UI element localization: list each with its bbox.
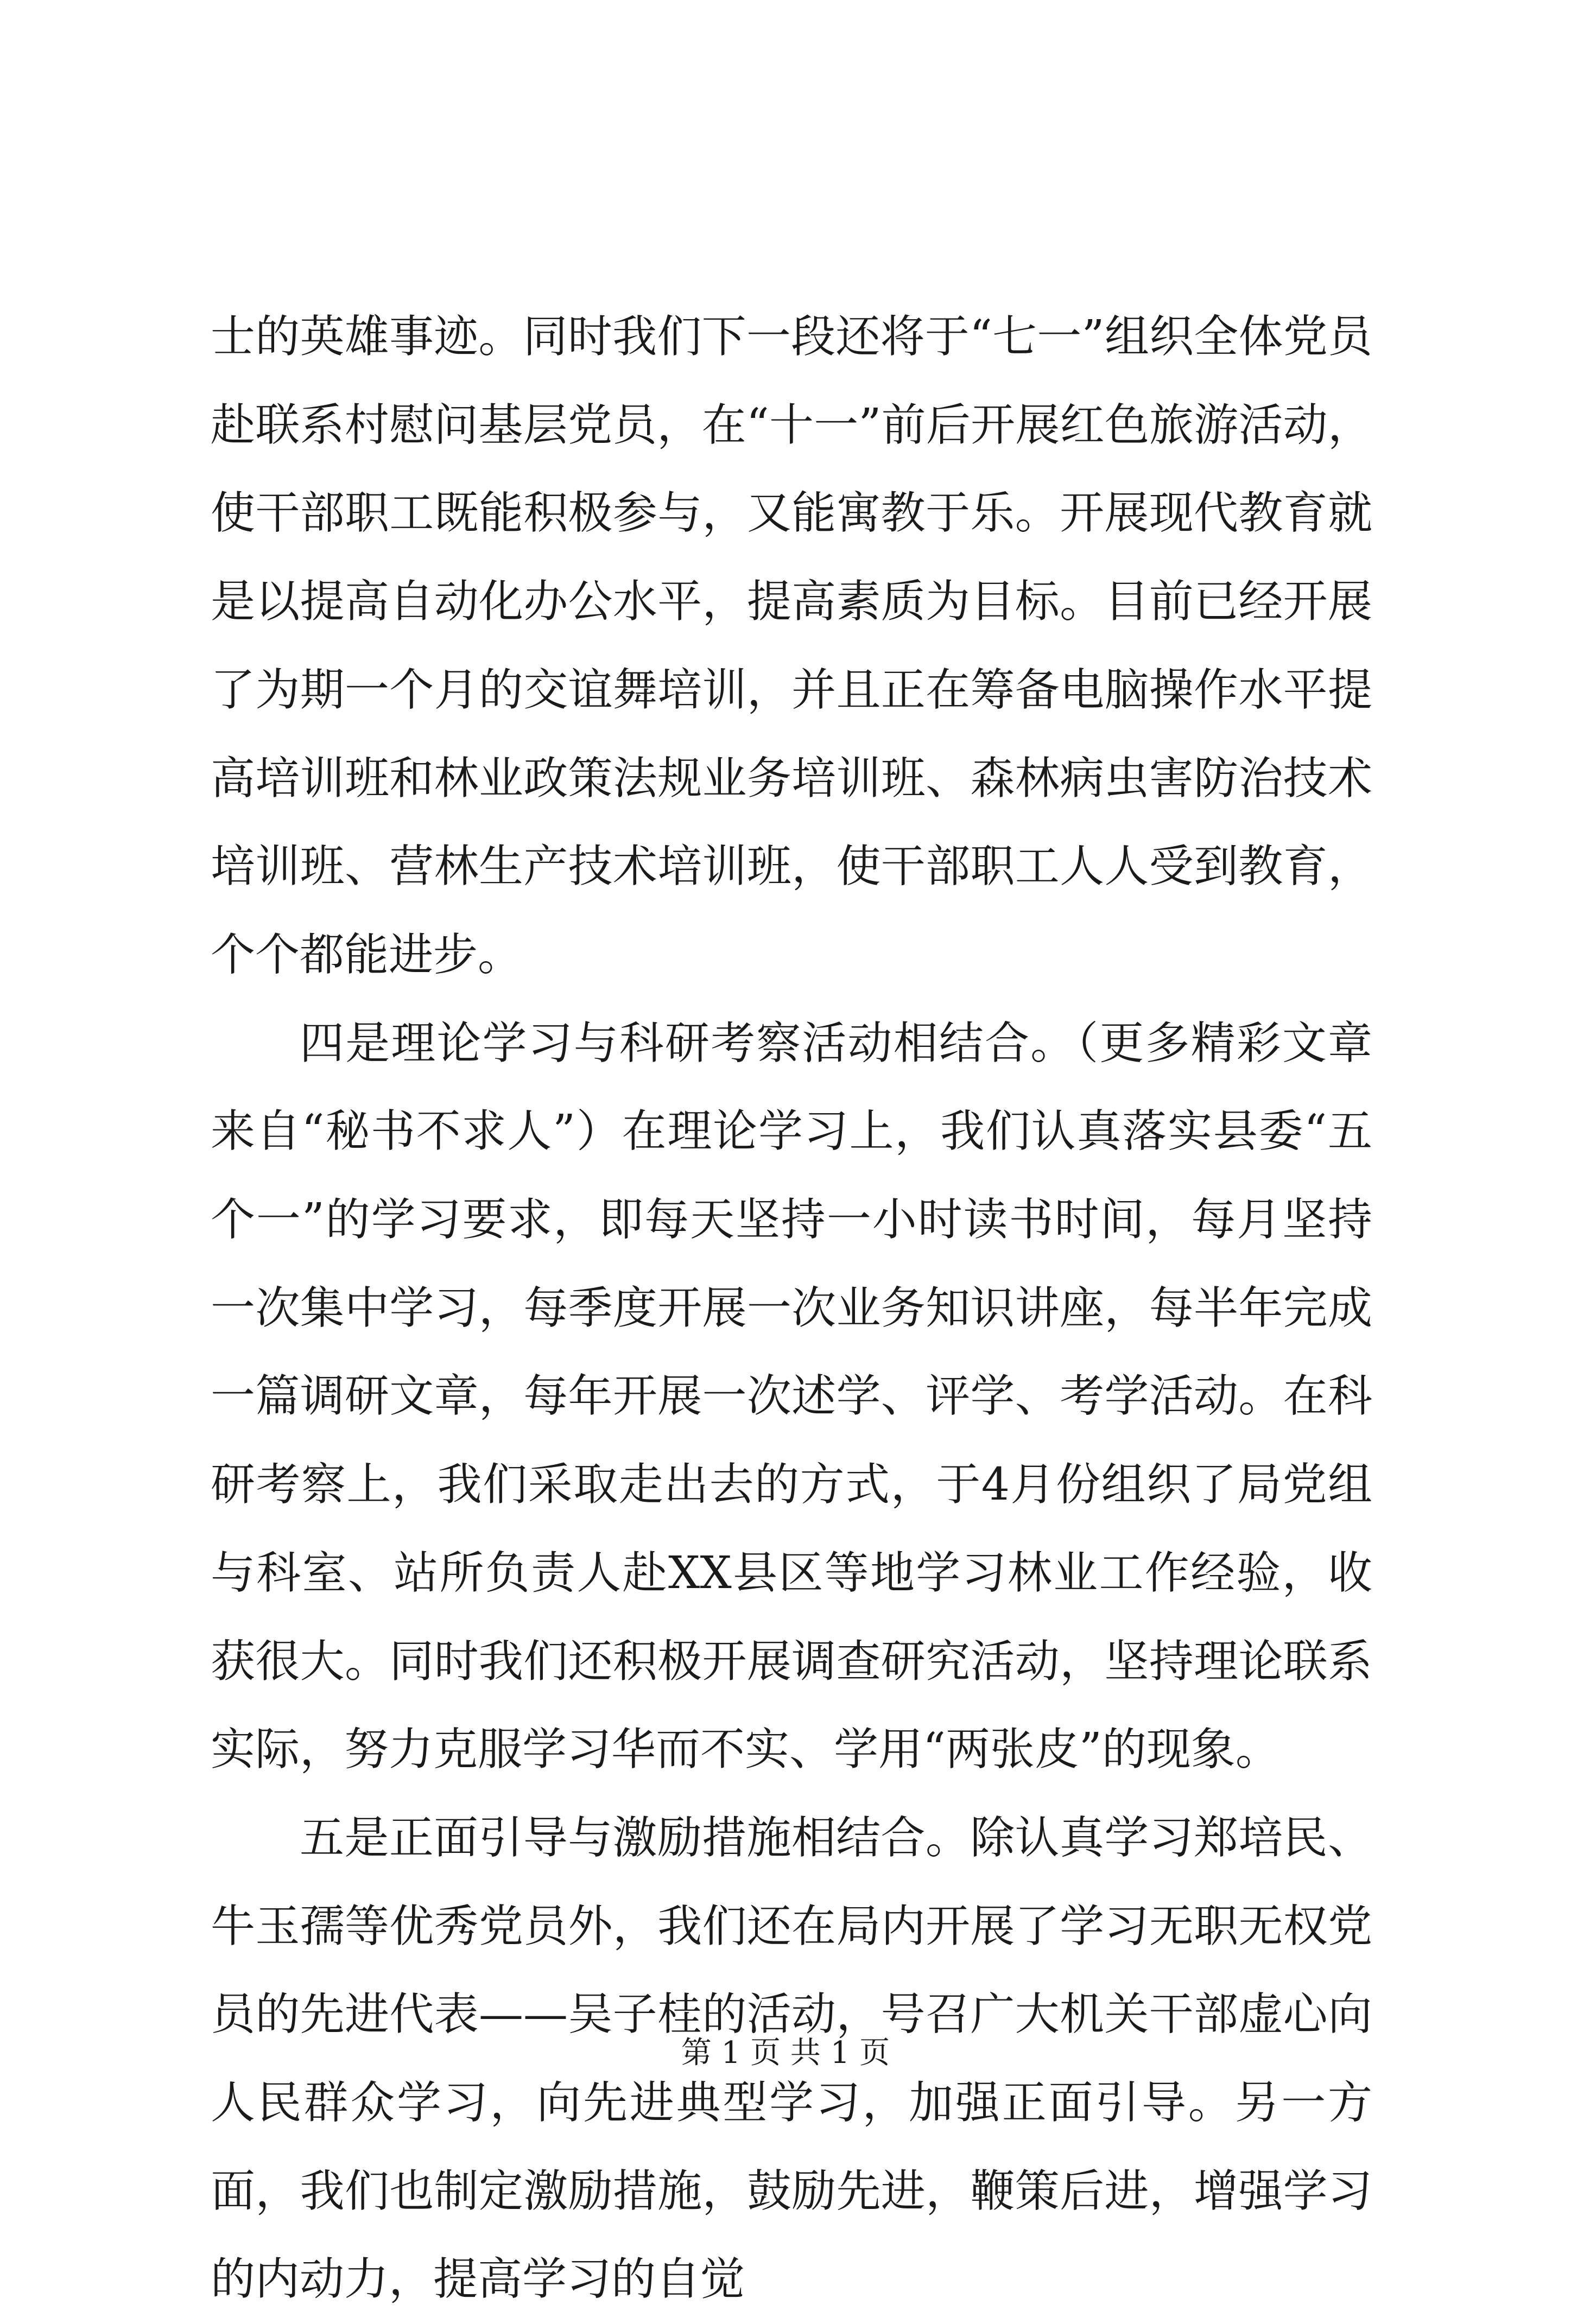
paragraph-3: 五是正面引导与激励措施相结合。除认真学习郑培民、牛玉孺等优秀党员外，我们还在局内开展了学习无职无权党员的先进代表——吴子桂的活动，号召广大机关干部虚心向人民群众学习，向先进典型学习，加强正面引导。另一方面，我们也制定激励措施，鼓励先进，鞭策后进，增强学习的内动力，提高学习的自觉 — [211, 1812, 1372, 2306]
paragraph-2: 四是理论学习与科研考察活动相结合。（更多精彩文章来自“秘书不求人”）在理论学习上，我们认真落实县委“五个一”的学习要求，即每天坚持一小时读书时间，每月坚持一次集中学习，每季度开展一次业务知识讲座，每半年完成一篇调研文章，每年开展一次述学、评学、考学活动。在科研考察上，我们采取走出去的方式，于4月份组织了局党组与科室、站所负责人赴XX县区等地学习林业工作经验，收获很大。同时我们还积极开展调查研究活动，坚持理论联系实际，努力克服学习华而不实、学用“两张皮”的现象。 — [211, 1017, 1372, 1776]
document-body — [211, 293, 1372, 2324]
page-footer: 第 1 页 共 1 页 — [681, 2035, 890, 2071]
paragraph-1: 士的英雄事迹。同时我们下一段还将于“七一”组织全体党员赴联系村慰问基层党员，在“十一”前后开展红色旅游活动，使干部职工既能积极参与，又能寓教于乐。开展现代教育就是以提高自动化办公水平，提高素质为目标。目前已经开展了为期一个月的交谊舞培训，并且正在筹备电脑操作水平提高培训班和林业政策法规业务培训班、森林病虫害防治技术培训班、营林生产技术培训班，使干部职工人人受到教育，个个都能进步。 — [211, 311, 1372, 981]
